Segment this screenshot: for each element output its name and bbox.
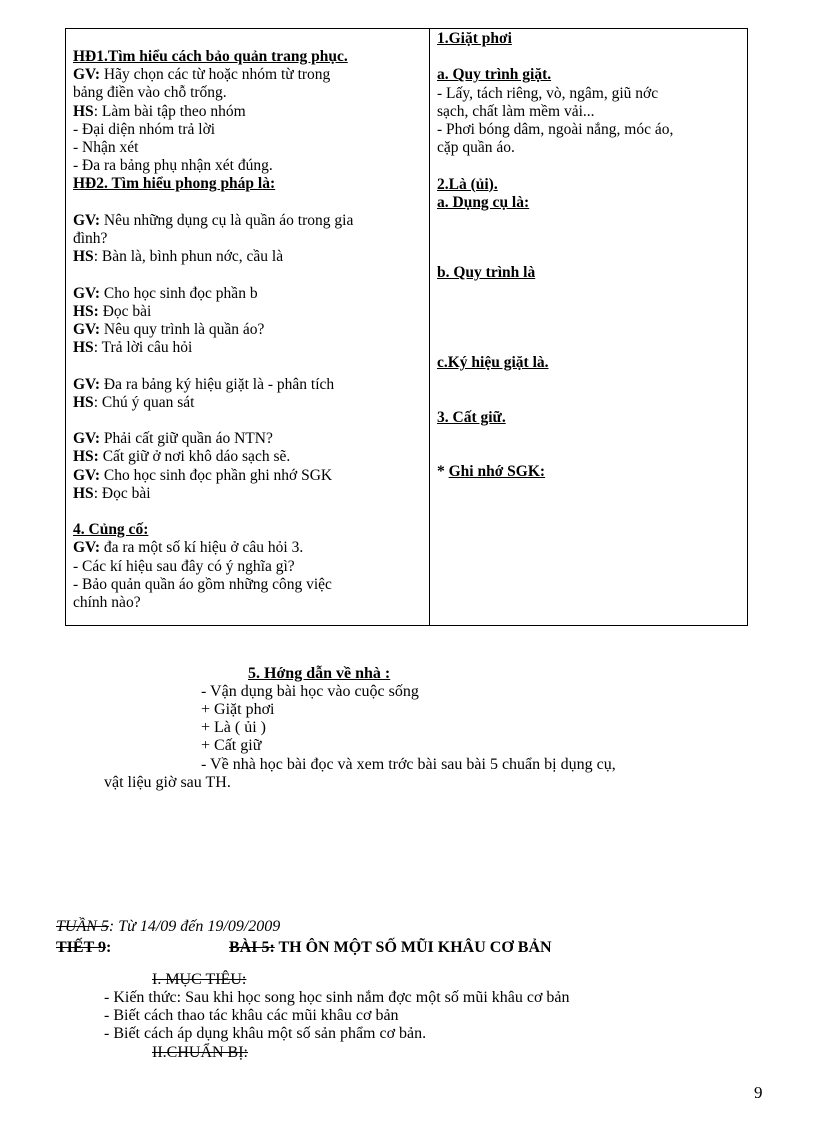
gv-label: GV:	[73, 375, 100, 393]
gv-label: GV:	[73, 466, 100, 484]
lesson-title	[229, 939, 552, 957]
hs-text: Đọc bài	[98, 302, 152, 320]
subsection-title: c.Ký hiệu giặt là.	[437, 354, 549, 371]
gv-text-cont: đình?	[73, 230, 108, 248]
week-label: TUẦN 5	[56, 918, 109, 935]
gv-text: Nêu những dụng cụ là quần áo trong gia	[100, 211, 354, 229]
question-item-cont: chính nào?	[73, 594, 141, 612]
page-number: 9	[754, 1083, 763, 1102]
gv-label: GV:	[73, 321, 100, 339]
homework-line: + Giặt phơi	[201, 701, 275, 718]
hs-text: Cất giữ ở nơi khô dáo sạch sẽ.	[98, 448, 291, 466]
homework-line: - Về nhà học bài đọc và xem trớc bài sau bài 5 chuẩn bị dụng cụ,	[201, 756, 616, 773]
list-item: - Đa ra bảng phụ nhận xét đúng.	[73, 157, 273, 175]
hs-label: HS	[73, 484, 94, 502]
subsection-title: a. Quy trình giặt.	[437, 66, 552, 84]
hs-label: HS:	[73, 448, 99, 466]
gv-label: GV:	[73, 539, 100, 557]
gv-text: Hãy chọn các từ hoặc nhóm từ trong	[100, 66, 331, 84]
hs-label: HS	[73, 393, 94, 411]
right-column	[437, 30, 673, 212]
gv-text: Cho học sinh đọc phần b	[100, 284, 258, 302]
homework-title: 5. Hớng dẫn về nhà :	[248, 665, 391, 682]
section-title-giat-phoi: 1.Giặt phơi	[437, 30, 512, 47]
hd1-title: HĐ1.Tìm hiểu cách bảo quản trang phục.	[73, 48, 348, 65]
question-item: - Các kí hiệu sau đây có ý nghĩa gì?	[73, 557, 295, 575]
muc-tieu-title: I. MỤC TIÊU:	[152, 971, 247, 988]
content-line: cặp quần áo.	[437, 139, 515, 157]
gv-text: Nêu quy trình là quần áo?	[100, 321, 265, 339]
subsection-title: a. Dụng cụ là:	[437, 193, 530, 211]
ghi-nho-title: Ghi nhớ SGK:	[448, 463, 546, 480]
content-line: sạch, chất làm mềm vải...	[437, 102, 595, 120]
gv-text: đa ra một số kí hiệu ở câu hỏi 3.	[100, 539, 304, 557]
hs-label: HS	[73, 102, 94, 120]
gv-label: GV:	[73, 284, 100, 302]
bai-title: TH ÔN MỘT SỐ MŨI KHÂU CƠ BẢN	[274, 939, 552, 956]
gv-text-cont: bảng điền vào chỗ trống.	[73, 84, 227, 102]
week-line	[56, 918, 280, 936]
bai-label: BÀI 5:	[229, 939, 275, 956]
hs-text: : Đọc bài	[93, 484, 151, 502]
gv-text: Đa ra bảng ký hiệu giặt là - phân tích	[100, 375, 335, 393]
hs-text: : Làm bài tập theo nhóm	[93, 102, 246, 120]
tiet-line	[56, 939, 111, 957]
list-item: - Đại diện nhóm trả lời	[73, 120, 216, 138]
hd2-title: HĐ2. Tìm hiểu phong pháp là:	[73, 175, 276, 193]
list-item: - Nhận xét	[73, 139, 139, 157]
hs-label: HS:	[73, 302, 99, 320]
chuan-bi-title: II.CHUẨN BỊ:	[152, 1044, 248, 1061]
gv-text: Phải cất giữ quần áo NTN?	[100, 430, 273, 448]
gv-label: GV:	[73, 211, 100, 229]
gv-text: Cho học sinh đọc phần ghi nhớ SGK	[100, 466, 333, 484]
table-column-divider	[429, 28, 430, 626]
subsection-title: b. Quy trình là	[437, 264, 536, 281]
question-item: - Bảo quản quần áo gồm những công việc	[73, 575, 332, 593]
homework-line: vật liệu giờ sau TH.	[104, 774, 231, 791]
gv-label: GV:	[73, 66, 100, 84]
gv-label: GV:	[73, 430, 100, 448]
cung-co-title: 4. Củng cố:	[73, 521, 149, 539]
objective-line: - Kiến thức: Sau khi học song học sinh nắm đợc một số mũi khâu cơ bản	[104, 989, 570, 1006]
homework-line: + Là ( ủi )	[201, 719, 266, 736]
hs-text: : Bàn là, bình phun nớc, cầu là	[93, 248, 284, 266]
objective-line: - Biết cách áp dụng khâu một số sản phẩm cơ bản.	[104, 1025, 427, 1042]
ghi-nho-line	[437, 463, 545, 481]
tiet-colon: :	[105, 939, 112, 956]
hs-text: : Trả lời câu hỏi	[93, 339, 193, 357]
objective-line: - Biết cách thao tác khâu các mũi khâu cơ bản	[104, 1007, 399, 1024]
week-dates: : Từ 14/09 đến 19/09/2009	[108, 918, 281, 935]
content-line: - Phơi bóng dâm, ngoài nắng, móc áo,	[437, 121, 674, 138]
section-title-la: 2.Là (ủi).	[437, 175, 498, 193]
star-bullet: *	[437, 463, 449, 480]
hs-text: : Chú ý quan sát	[93, 393, 195, 411]
section-title-cat-giu: 3. Cất giữ.	[437, 409, 506, 426]
homework-line: - Vận dụng bài học vào cuộc sống	[201, 683, 419, 700]
tiet-label: TIẾT 9	[56, 939, 106, 956]
left-column	[73, 48, 353, 612]
hs-label: HS	[73, 248, 94, 266]
homework-line: + Cất giữ	[201, 737, 262, 754]
hs-label: HS	[73, 339, 94, 357]
content-line: - Lấy, tách riêng, vò, ngâm, giũ nớc	[437, 84, 659, 102]
